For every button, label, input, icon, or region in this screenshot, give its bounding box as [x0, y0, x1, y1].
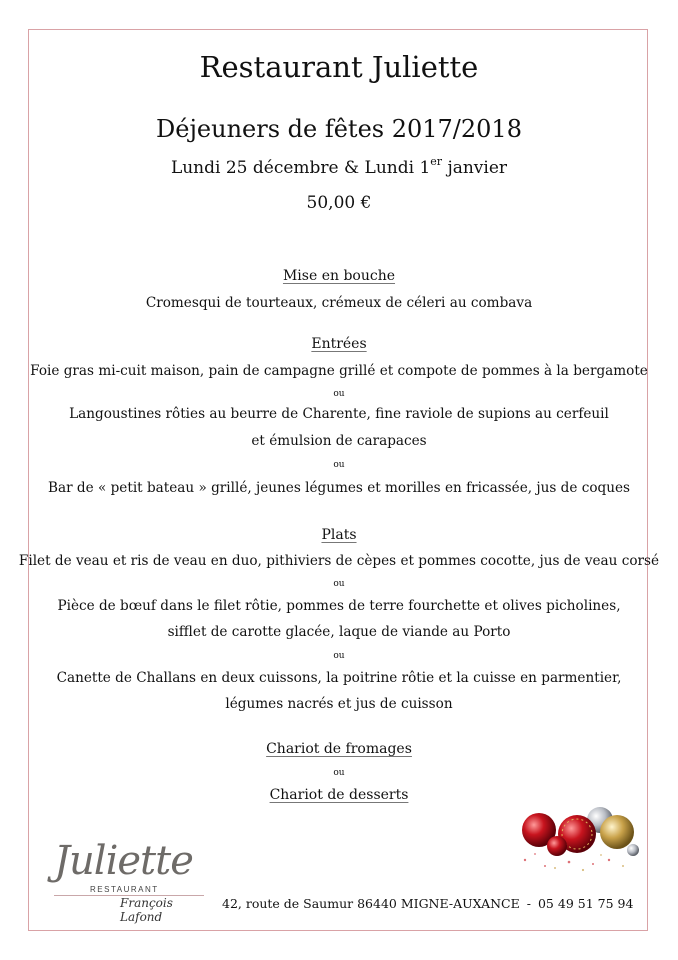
restaurant-logo	[48, 838, 208, 924]
section-title-fromages: Chariot de fromages	[266, 741, 412, 757]
section-title-desserts: Chariot de desserts	[269, 787, 409, 803]
dish-entree-2-line1: Langoustines rôties au beurre de Charente, fine raviole de supions au cerfeuil	[69, 406, 609, 422]
menu-price: 50,00 €	[306, 193, 372, 213]
dish-mise-en-bouche: Cromesqui de tourteaux, crémeux de céleri au combava	[145, 295, 533, 311]
section-title-plats: Plats	[321, 527, 357, 543]
logo-script-name: Juliette	[54, 838, 193, 884]
dish-entree-3: Bar de « petit bateau » grillé, jeunes légumes et morilles en fricassée, jus de coques	[47, 480, 630, 496]
chef-signature: François Lafond	[120, 896, 173, 924]
dish-plat-1: Filet de veau et ris de veau en duo, pithiviers de cèpes et pommes cocotte, jus de veau corsé	[18, 553, 660, 569]
section-title-entrees: Entrées	[311, 336, 367, 352]
or-separator: ou	[333, 389, 345, 399]
dish-entree-1: Foie gras mi-cuit maison, pain de campagne grillé et compote de pommes à la bergamote	[30, 363, 648, 379]
address-footer	[222, 896, 633, 911]
or-separator: ou	[333, 768, 345, 778]
restaurant-title: Restaurant Juliette	[199, 50, 479, 84]
dates-superscript: er	[430, 155, 443, 168]
or-separator: ou	[333, 579, 345, 589]
address-separator: -	[526, 896, 531, 911]
dish-plat-2-line1: Pièce de bœuf dans le filet rôtie, pommes de terre fourchette et olives picholines,	[57, 598, 621, 614]
dish-plat-3-line1: Canette de Challans en deux cuissons, la poitrine rôtie et la cuisse en parmentier,	[56, 670, 622, 686]
phone-number: 05 49 51 75 94	[537, 896, 634, 911]
or-separator: ou	[333, 460, 345, 470]
dates-part2: janvier	[442, 158, 508, 178]
logo-subtitle: RESTAURANT	[90, 885, 159, 894]
christmas-ornaments-icon	[505, 800, 645, 880]
dish-entree-2-line2: et émulsion de carapaces	[251, 433, 427, 449]
dish-plat-3-line2: légumes nacrés et jus de cuisson	[225, 696, 453, 712]
address-text: 42, route de Saumur 86440 MIGNE-AUXANCE	[222, 896, 520, 911]
dates-part1: Lundi 25 décembre & Lundi 1	[170, 158, 431, 178]
event-dates	[0, 155, 678, 178]
event-title: Déjeuners de fêtes 2017/2018	[156, 115, 522, 143]
or-separator: ou	[333, 651, 345, 661]
dish-plat-2-line2: sifflet de carotte glacée, laque de viande au Porto	[167, 624, 511, 640]
section-title-mise-en-bouche: Mise en bouche	[282, 268, 396, 284]
